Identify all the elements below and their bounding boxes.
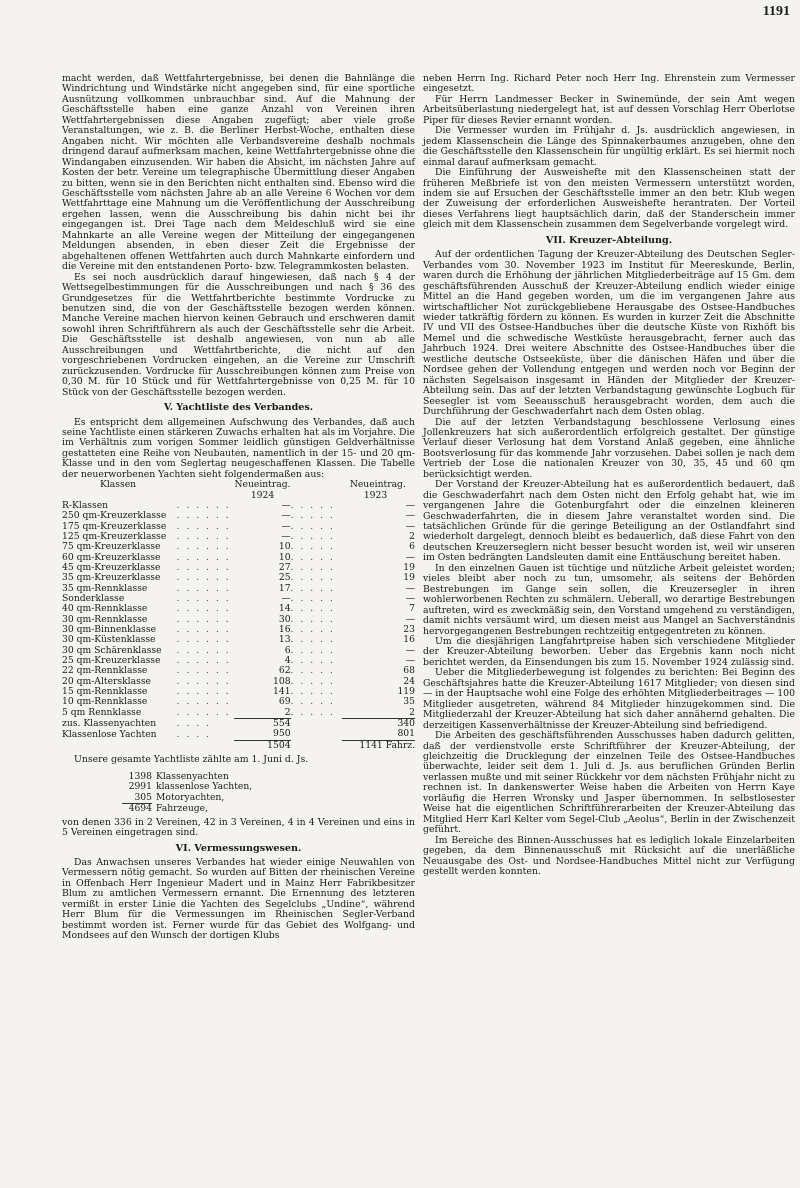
leader-dots: . . . . . . bbox=[176, 551, 231, 563]
leader-dots: . . . . . bbox=[290, 603, 335, 615]
paragraph: Die Arbeiten des geschäftsführenden Ausschusses haben dadurch gelitten, daß der verdienstvolle erste Schriftführer der Kreuzer-Abteilung, der gleichzeitig die Drucklegung der einzelnen Teile des Ostsee-Handbuches überwachte, leider seit dem 1. Juli d. Js. aus beruflichen Gründen Berlin verlassen mußte und mit seiner Rückkehr vor dem nächsten Frühjahr nicht zu rechnen ist. In dankenswerter Weise haben die Arbeiten von Herrn Kaye vorläufig die Herren Wronsky und Jasper übernommen. In selbstlosester Weise hat die eigentlichen Schriftführerarbeiten der Kreuzer-Abteilung das Mitglied Herr Karl Kelter vom Segel-Club „Aeolus“, Berlin in der Zwischenzeit geführt. bbox=[423, 730, 795, 836]
value-1924: — bbox=[281, 530, 291, 542]
value-1924: — bbox=[281, 593, 291, 604]
class-name: 35 qm-Kreuzerklasse bbox=[62, 572, 161, 584]
class-name: 30 qm Schärenklasse bbox=[62, 644, 162, 656]
paragraph: Der Vorstand der Kreuzer-Abteilung hat es außerordentlich bedauert, daß die Geschwaderfahrt nach dem Osten nicht den Erfolg gehabt hat, wie im vergangenen Jahre die Gotenburgfahrt oder die einzelnen kleineren Geschwaderfahrten, die in diesem Jahre veranstaltet worden sind. Die tatsächlichen Gründe für die geringe Beteiligung an der Ostlandfahrt sind wiederholt dargelegt, dennoch bleibt es bedauerlich, daß diese Fahrt von den deutschen Kreuzerseglern nicht besser besucht worden ist, weil wir unseren im Osten bedrängten Landsleuten damit eine Enttäuschung bereitet haben. bbox=[423, 479, 795, 564]
value-1923: 16 bbox=[403, 634, 415, 646]
leader-dots: . . . . . . bbox=[176, 665, 231, 677]
yacht-table bbox=[62, 480, 415, 751]
table-row bbox=[62, 740, 415, 751]
class-name: 15 qm-Rennklasse bbox=[62, 686, 148, 698]
table-header-year-1924: 1924 bbox=[250, 489, 275, 501]
value-1923: 23 bbox=[403, 624, 415, 636]
leader-dots: . . . . . bbox=[290, 707, 335, 719]
paragraph: macht werden, daß Wettfahrtergebnisse, bei denen die Bahnlänge die Windrichtung und Windstärke nicht angegeben sind, für eine sportliche Ausnützung vollkommen unbrauchbar sind. Auf die Mahnung der Geschäftsstelle haben eine ganze Anzahl von Vereinen ihren Wettfahrtergebnissen diese Angaben zugefügt; aber viele große Veranstaltungen, wie z. B. die Berliner Herbst-Woche, enthalten diese Angaben nicht. Wir möchten alle Verbandsvereine deshalb nochmals dringend darauf aufmerksam machen, keine Wettfahrtergebnisse ohne die Windangaben einzusenden. Wir haben die Absicht, im nächsten Jahre auf Kosten der betr. Vereine um telegraphische Übermittlung dieser Angaben zu bitten, wenn sie in den Berichten nicht enthalten sind. Ebenso wird die Geschäftsstelle vom nächsten Jahre ab an alle Vereine 6 Wochen vor dem Wettfahrttage eine Mahnung um die Veröffentlichung der Ausschreibung ergehen lassen, wenn die Ausschreibung bis dahin nicht bei ihr eingegangen ist. Drei Tage nach dem Meldeschluß wird sie eine Mahnkarte an alle Vereine wegen der Mitteilung der eingegangenen Meldungen absenden, in eben dieser Zeit die Ergebnisse der abgehaltenen offenen Wettfahrten auch durch Mahnkarte einfordern und die Vereine mit den entstandenen Porto- bzw. Telegrammkosten belasten. bbox=[62, 73, 415, 273]
value-1923: 19 bbox=[403, 572, 415, 584]
paragraph: Es entspricht dem allgemeinen Aufschwung des Verbandes, daß auch seine Yachtliste einen stärkeren Zuwachs erhalten hat als im Vorjahre. Die im Verhältnis zum vorigen Sommer leidlich günstigen Geldverhältnisse gestatteten eine Reihe von Neubauten, namentlich in der 15- und 20 qm-Klasse und in den vom Seglertag neugeschaffenen Klassen. Die Tabelle der neuerworbenen Yachten sieht folgendermaßen aus: bbox=[62, 416, 415, 480]
value-1923: 340 bbox=[342, 719, 415, 730]
value-1923: — bbox=[405, 510, 415, 522]
leader-dots: . . . . . . bbox=[176, 510, 231, 522]
leader-dots: . . . . . . bbox=[176, 561, 231, 573]
paragraph: Es sei noch ausdrücklich darauf hingewiesen, daß nach § 4 der Wettsegelbestimmungen für die Ausschreibungen und nach § 36 des Grundgesetzes für die Wettfahrtberichte bestimmte Vordrucke zu benutzen sind, die von der Geschäftsstelle bezogen werden können. Manche Vereine machen hiervon keinen Gebrauch und erschweren damit sowohl ihren Schriftführern als auch der Geschäftsstelle sehr die Arbeit. Die Geschäftsstelle ist deshalb angewiesen, von nun ab alle Ausschreibungen und Wettfahrtberichte, die nicht auf den vorgeschriebenen Vordrucken eingehen, an die Vereine zur Umschrift zurückzusenden. Vordrucke für Ausschreibungen können zum Preise von 0,30 M. für 10 Stück und für Wettfahrtergebnisse von 0,25 M. für 10 Stück von der Geschäftsstelle bezogen werden. bbox=[62, 271, 415, 398]
paragraph: In den einzelnen Gauen ist tüchtige und nützliche Arbeit geleistet worden; vieles bleibt aber noch zu tun, umsomehr, als seitens der Behörden Bestrebungen im Gange sein sollen, die Kreuzersegler in ihren wohlerworbenen Rechten zu schmälern. Ueberall, wo derartige Bestrebungen auftreten, wird es zweckmäßig sein, den Vorstand umgehend zu verständigen, damit nichts versäumt wird, um diesen meist aus Mangel an Sachverständnis hervorgegangenen Bestrebungen rechtzeitig entgegentreten zu können. bbox=[423, 562, 795, 637]
leader-dots: . . . . . bbox=[290, 561, 335, 573]
table-row bbox=[62, 719, 415, 730]
leader-dots: . . . . . . bbox=[176, 541, 231, 553]
leader-dots: . . . . . . bbox=[176, 613, 231, 625]
value-1924: 2 bbox=[284, 706, 291, 718]
value-1924: 141 bbox=[273, 686, 291, 698]
table-header-1924: Neueintrag. bbox=[234, 479, 291, 491]
paragraph: Die Einführung der Ausweishefte mit den Klassenscheinen statt der früheren Meßbriefe ist von den meisten Vermessern unterstützt worden, indem sie auf Ersuchen der Geschäftsstelle immer an den betr. Klub wegen der Zuweisung der erforderlichen Ausweishefte herantraten. Der Vorteil dieses Verfahrens liegt hauptsächlich darin, daß der Standerschein immer gleich mit dem Klassenschein zusammen dem Segelverbande vorgelegt wird. bbox=[423, 167, 795, 231]
value-1924: 17 bbox=[278, 582, 291, 594]
paragraph: Für Herrn Landmesser Becker in Swinemünde, der sein Amt wegen Arbeitsüberlastung niedergelegt hat, ist auf dessen Vorschlag Herr Oberlotse Piper für dieses Revier ernannt worden. bbox=[423, 93, 795, 126]
value-1924: 13 bbox=[278, 634, 291, 646]
table-header-klassen: Klassen bbox=[100, 479, 137, 491]
value-1923: — bbox=[405, 644, 415, 656]
right-column bbox=[423, 74, 795, 877]
leader-dots: . . . . . bbox=[290, 572, 335, 584]
class-name: 40 qm-Rennklasse bbox=[62, 603, 148, 615]
leader-dots: . . . . . bbox=[290, 613, 335, 625]
class-name: 35 qm-Rennklasse bbox=[62, 582, 148, 594]
leader-dots: . . . . . bbox=[290, 520, 335, 532]
fleet-totals bbox=[122, 772, 415, 815]
class-name: 30 qm-Binnenklasse bbox=[62, 624, 157, 636]
class-name: 30 qm-Rennklasse bbox=[62, 613, 148, 625]
row-label: zus. Klassenyachten bbox=[62, 718, 157, 730]
table-header-1923: Neueintrag. bbox=[349, 479, 406, 491]
row-label: Klassenlose Yachten bbox=[62, 728, 157, 740]
value-1924: 108 bbox=[273, 675, 291, 687]
class-name: Sonderklasse bbox=[62, 593, 125, 604]
leader-dots: . . . . . bbox=[290, 624, 335, 636]
class-name: 10 qm-Rennklasse bbox=[62, 696, 148, 708]
paragraph: Unsere gesamte Yachtliste zählte am 1. Juni d. Js. bbox=[74, 754, 309, 766]
leader-dots: . . . . . . bbox=[176, 624, 231, 636]
leader-dots: . . . . . . bbox=[176, 520, 231, 532]
class-name: 5 qm Rennklasse bbox=[62, 707, 142, 719]
page-number: 1191 bbox=[762, 4, 790, 19]
value-1923: — bbox=[405, 551, 415, 563]
section-heading: VII. Kreuzer-Abteilung. bbox=[545, 234, 673, 246]
leader-dots: . . . . bbox=[176, 728, 211, 740]
value-1924: — bbox=[281, 520, 291, 532]
leader-dots: . . . . . bbox=[290, 696, 335, 708]
value-1923: 35 bbox=[403, 696, 415, 708]
leader-dots: . . . . . . bbox=[176, 593, 231, 604]
leader-dots: . . . . . . bbox=[176, 644, 231, 656]
paragraph: Die auf der letzten Verbandstagung beschlossene Verlosung eines Jollenkreuzers hat sich außerordentlich erfolgreich gestaltet. Der günstige Verlauf dieser Verlosung hat dem Vorstand Anlaß gegeben, eine ähnliche Bootsverlosung für das kommende Jahr vorzusehen. Dabei sollen je nach dem Vertrieb der Lose die nationalen Kreuzer von 30, 35, 45 und 60 qm berücksichtigt werden. bbox=[423, 416, 795, 480]
value-1924: 69 bbox=[278, 696, 291, 708]
class-name: 125 qm-Kreuzerklasse bbox=[62, 530, 167, 542]
value-1923: — bbox=[405, 520, 415, 532]
leader-dots: . . . . . bbox=[290, 655, 335, 667]
leader-dots: . . . . . bbox=[290, 530, 335, 542]
class-name: 22 qm-Rennklasse bbox=[62, 665, 148, 677]
value-1923: 119 bbox=[397, 686, 415, 698]
value-1923: 7 bbox=[409, 603, 415, 615]
leader-dots: . . . . . bbox=[290, 593, 335, 604]
table-row bbox=[62, 708, 415, 719]
value-1924: 950 bbox=[273, 728, 291, 740]
leader-dots: . . . . . bbox=[290, 510, 335, 522]
value-1924: — bbox=[281, 499, 291, 511]
paragraph: neben Herrn Ing. Richard Peter noch Herr Ing. Ehrenstein zum Vermesser eingesetzt. bbox=[423, 73, 795, 95]
paragraph: von denen 336 in 2 Vereinen, 42 in 3 Vereinen, 4 in 4 Vereinen und eins in 5 Vereinen eingetragen sind. bbox=[62, 816, 415, 839]
paragraph: Ueber die Mitgliederbewegung ist folgendes zu berichten: Bei Beginn des Geschäftsjahres hatte die Kreuzer-Abteilung 1617 Mitglieder; von diesen sind — in der Hauptsache wohl eine Folge des erhöhten Mitgliederbeitrages — 100 Mitglieder ausgetreten, während 84 Mitglieder hinzugekommen sind. Die Mitgliederzahl der Kreuzer-Abteilung hat sich daher annähernd gehalten. Die derzeitigen Kassenverhältnisse der Kreuzer-Abteilung sind befriedigend. bbox=[423, 667, 795, 731]
value-1924: 16 bbox=[278, 624, 291, 636]
leader-dots: . . . . . . bbox=[176, 572, 231, 584]
table-row bbox=[62, 697, 415, 707]
leader-dots: . . . . . . bbox=[176, 499, 231, 511]
value-1923: 19 bbox=[403, 561, 415, 573]
total-label: Fahrzeuge, bbox=[156, 803, 208, 815]
total-number: 2991 bbox=[128, 781, 152, 793]
leader-dots: . . . . . bbox=[290, 499, 335, 511]
value-1924: 62 bbox=[278, 665, 291, 677]
paragraph: Das Anwachsen unseres Verbandes hat wieder einige Neuwahlen von Vermessern nötig gemacht. So wurden auf Bitten der rheinischen Vereine in Offenbach Herr Ingenieur Madert und in Mainz Herr Fabrikbesitzer Blum zu amtlichen Vermessern ernannt. Die Ernennung des letzteren vermißt in erster Linie die Yachten des Segelclubs „Undine“, während Herr Blum für die Vermessungen im Rheinischen Segler-Verband bestimmt worden ist. Ferner wurde für das Gebiet des Wolfgang- und Mondsees auf den Wunsch der dortigen Klubs bbox=[62, 856, 415, 942]
leader-dots: . . . . . . bbox=[176, 675, 231, 687]
value-1923: 2 bbox=[409, 706, 415, 718]
leader-dots: . . . . . . bbox=[176, 634, 231, 646]
class-name: 60 qm-Kreuzerklasse bbox=[62, 551, 161, 563]
leader-dots: . . . . . bbox=[290, 541, 335, 553]
value-1924: 25 bbox=[278, 572, 291, 584]
value-1923: — bbox=[405, 655, 415, 667]
value-1924: 27 bbox=[278, 561, 291, 573]
value-1924: 14 bbox=[278, 603, 291, 615]
left-column bbox=[62, 74, 415, 942]
value-1924: 10 bbox=[278, 551, 291, 563]
leader-dots: . . . . . bbox=[290, 665, 335, 677]
leader-dots: . . . . . bbox=[290, 644, 335, 656]
total-label: Klassenyachten bbox=[156, 770, 229, 782]
leader-dots: . . . . . . bbox=[176, 707, 231, 719]
section-heading: V. Yachtliste des Verbandes. bbox=[163, 402, 314, 414]
value-1923: 68 bbox=[403, 665, 415, 677]
leader-dots: . . . . . bbox=[290, 675, 335, 687]
leader-dots bbox=[177, 740, 235, 751]
class-name: 75 qm-Kreuzerklasse bbox=[62, 541, 161, 553]
value-1923: 1141 Fahrz. bbox=[342, 740, 415, 751]
table-header-year-1923: 1923 bbox=[363, 489, 388, 501]
value-1924: 554 bbox=[234, 719, 290, 730]
value-1924: 6 bbox=[284, 644, 291, 656]
paragraph: Um die diesjährigen Langfahrtpreise haben sich verschiedene Mitglieder der Kreuzer-Abteilung beworben. Ueber das Ergebnis kann noch nicht berichtet werden, da Einsendungen bis zum 15. November 1924 zulässig sind. bbox=[423, 636, 795, 668]
value-1923: — bbox=[405, 593, 415, 604]
leader-dots: . . . . . . bbox=[176, 582, 231, 594]
paragraph: Im Bereiche des Binnen-Ausschusses hat es lediglich lokale Einzelarbeiten gegeben, da dem Binnenausschuß mit Rücksicht auf die unerläßliche Neuausgabe des Ost- und Nordsee-Handbuches Mittel nicht zur Verfügung gestellt werden konnten. bbox=[423, 834, 795, 877]
value-1923: 6 bbox=[409, 541, 415, 553]
class-name: R-Klassen bbox=[62, 499, 109, 511]
table-row bbox=[62, 729, 415, 740]
value-1924: 4 bbox=[284, 655, 291, 667]
total-number: 4694 bbox=[128, 803, 152, 815]
value-1923: — bbox=[405, 613, 415, 625]
class-name: 30 qm-Küstenklasse bbox=[62, 634, 156, 646]
total-label: Motoryachten, bbox=[156, 791, 225, 803]
value-1924: 30 bbox=[278, 613, 291, 625]
class-name: 250 qm-Kreuzerklasse bbox=[62, 510, 167, 522]
leader-dots: . . . . . . bbox=[176, 686, 231, 698]
value-1924: 10 bbox=[278, 541, 291, 553]
leader-dots: . . . . . . bbox=[176, 696, 231, 708]
total-label: klassenlose Yachten, bbox=[156, 781, 253, 793]
total-number: 305 bbox=[122, 793, 152, 805]
value-1923: 801 bbox=[397, 728, 415, 740]
value-1924: — bbox=[281, 510, 291, 522]
paragraph: Auf der ordentlichen Tagung der Kreuzer-Abteilung des Deutschen Segler-Verbandes vom 30. November 1923 im Institut für Meereskunde, Berlin, waren durch die Erhöhung der jährlichen Mitgliederbeiträge auf 15 Gm. dem geschäftsführenden Ausschuß der Kreuzer-Abteilung endlich wieder einige Mittel an die Hand gegeben worden, um die im vergangenen Jahre aus wirtschaftlicher Not zurückgebliebene Herausgabe des Ostsee-Handbuches wieder tatkräftig fördern zu können. Es wurden in kurzer Zeit die Abschnitte IV und VII des Ostsee-Handbuches über die deutsche Küste von Rixhöft bis Memel und die schwedische Westküste herausgebracht, ferner auch das Jahrbuch 1924. Drei weitere Abschnitte des Ostsee-Handbuches über die westliche deutsche Ostseeküste, über die dänischen Häfen und über die Nordsee gehen der Vollendung entgegen und werden noch vor Beginn der nächsten Segelsaison insgesamt in Händen der Mitglieder der Kreuzer-Abteilung sein. Das auf der letzten Verbandstagung gewünschte Logbuch für Seesegler ist vom Seeausschuß herausgebracht worden, dem auch die Durchführung der Geschwaderfahrt nach dem Osten oblag. bbox=[423, 249, 795, 418]
leader-dots: . . . . . . bbox=[176, 603, 231, 615]
value-1923: 2 bbox=[409, 530, 415, 542]
leader-dots: . . . . . bbox=[290, 551, 335, 563]
leader-dots: . . . . . bbox=[290, 582, 335, 594]
class-name: 20 qm-Altersklasse bbox=[62, 675, 151, 687]
value-1924: 1504 bbox=[234, 740, 290, 751]
value-1923: — bbox=[405, 582, 415, 594]
value-1923: 24 bbox=[403, 675, 415, 687]
paragraph: Die Vermesser wurden im Frühjahr d. Js. ausdrücklich angewiesen, in jedem Klassenschein die Länge des Spinnakerbaumes anzugeben, ohne den die Geschäftsstelle den Klassenschein für ungültig erklärt. Es sei hiermit noch einmal darauf aufmerksam gemacht. bbox=[423, 125, 795, 168]
section-heading: VI. Vermessungswesen. bbox=[175, 842, 302, 854]
class-name: 45 qm-Kreuzerklasse bbox=[62, 561, 161, 573]
leader-dots: . . . . . . bbox=[176, 655, 231, 667]
class-name: 175 qm-Kreuzerklasse bbox=[62, 520, 167, 532]
leader-dots: . . . . . . bbox=[176, 530, 231, 542]
class-name: 25 qm-Kreuzerklasse bbox=[62, 655, 161, 667]
leader-dots: . . . . bbox=[176, 718, 211, 730]
leader-dots: . . . . . bbox=[290, 686, 335, 698]
total-number: 1398 bbox=[128, 770, 152, 782]
leader-dots: . . . . . bbox=[290, 634, 335, 646]
value-1923: — bbox=[405, 499, 415, 511]
